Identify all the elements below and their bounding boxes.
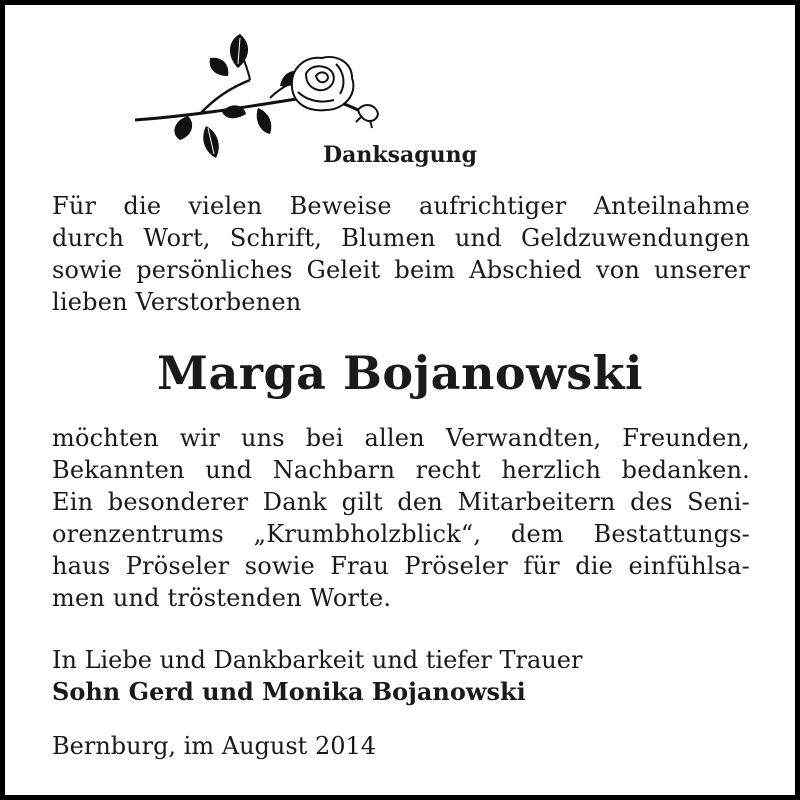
intro-paragraph xyxy=(52,190,750,318)
heading xyxy=(0,142,800,168)
body-paragraph xyxy=(52,422,750,614)
body-line: möchten wir uns bei allen Verwandten, Freunden, xyxy=(52,424,750,452)
body-line: haus Pröseler sowie Frau Pröseler für die einfühlsa- xyxy=(52,552,750,580)
intro-line: lieben Verstorbenen xyxy=(52,288,302,316)
intro-line: sowie persönliches Geleit beim Abschied von unserer xyxy=(52,256,750,284)
intro-line: durch Wort, Schrift, Blumen und Geldzuwendungen xyxy=(52,224,750,252)
body-line: men und tröstenden Worte. xyxy=(52,584,392,612)
body-line: orenzentrums „Krumbholzblick“, dem Bestattungs- xyxy=(52,520,750,548)
heading-text: Danksagung xyxy=(323,142,477,168)
deceased-name: Marga Bojanowski xyxy=(157,346,643,400)
body-line: Ein besonderer Dank gilt den Mitarbeitern des Seni- xyxy=(52,488,750,516)
closing-block xyxy=(52,644,750,708)
closing-line: In Liebe und Dankbarkeit und tiefer Trauer xyxy=(52,646,583,674)
body-line: Bekannten und Nachbarn recht herzlich bedanken. xyxy=(52,456,750,484)
place-date: Bernburg, im August 2014 xyxy=(52,732,377,760)
signers: Sohn Gerd und Monika Bojanowski xyxy=(52,677,526,706)
intro-line: Für die vielen Beweise aufrichtiger Anteilnahme xyxy=(52,192,750,220)
